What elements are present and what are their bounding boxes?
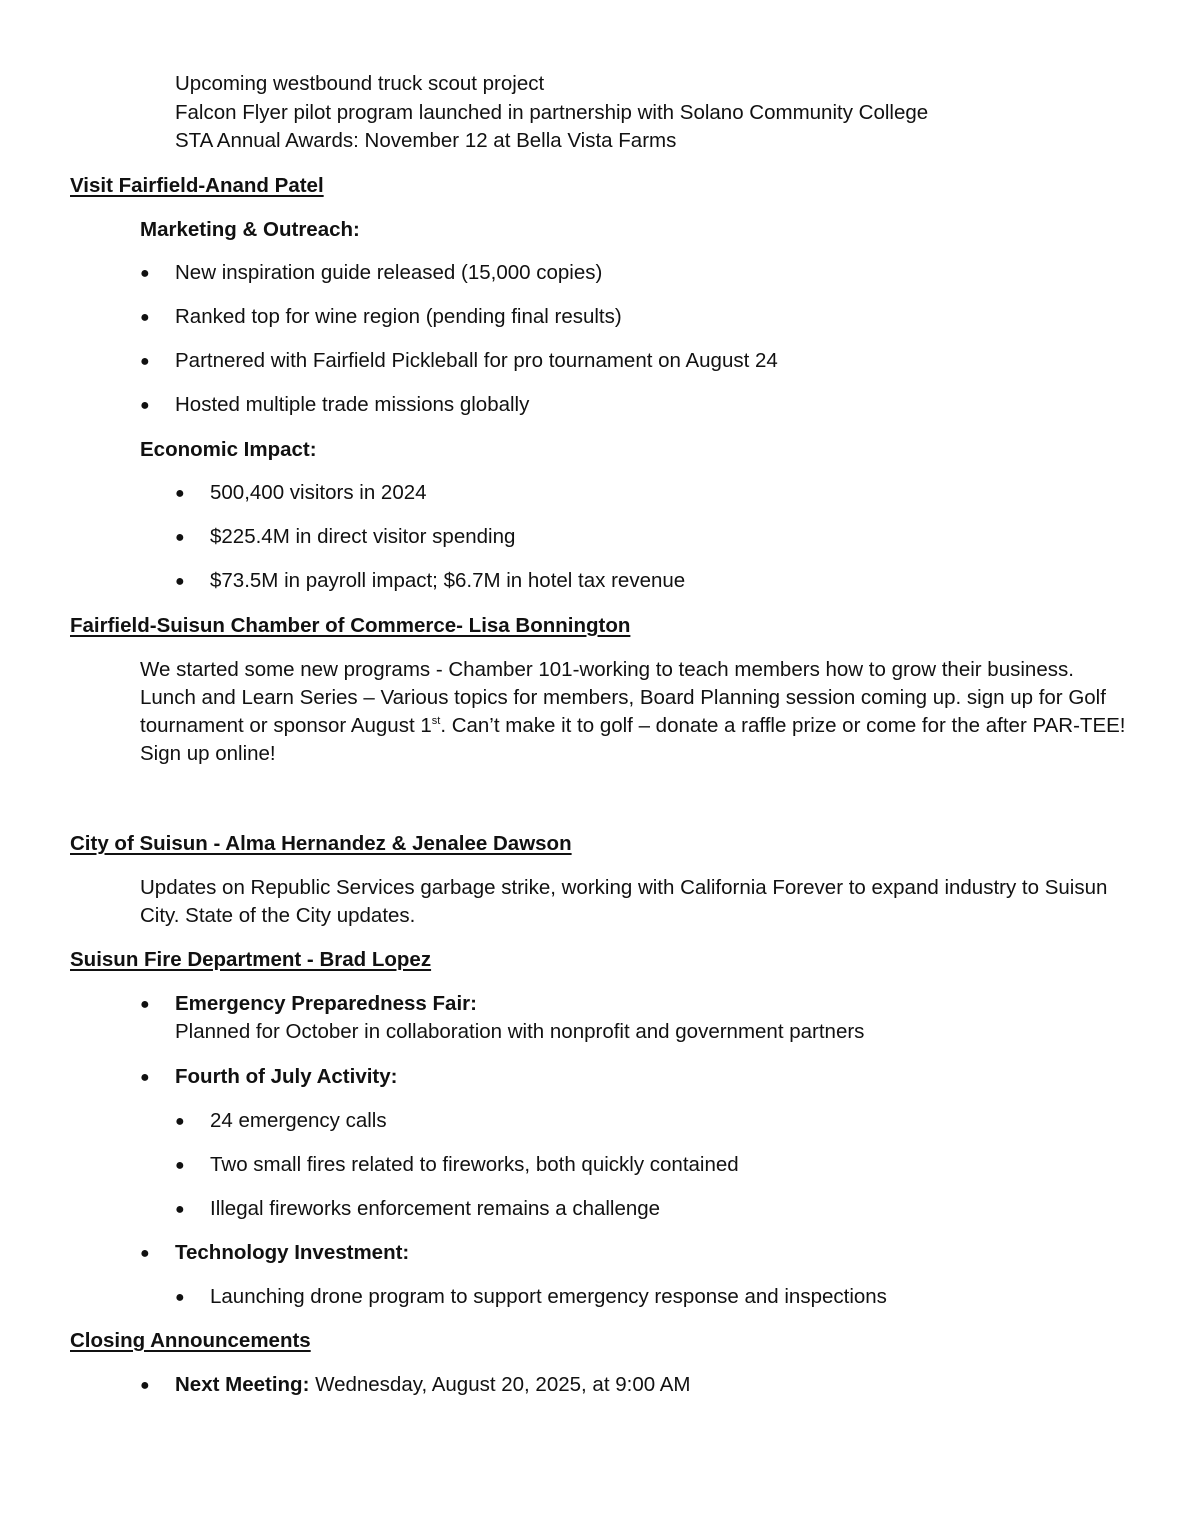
next-meeting-label: Next Meeting: [175, 1373, 310, 1396]
bullet-icon: ● [140, 1069, 150, 1086]
marketing-label: Marketing & Outreach: [140, 218, 360, 241]
prep-fair-label: Emergency Preparedness Fair: [175, 992, 477, 1015]
list-item: New inspiration guide released (15,000 copies) [175, 261, 603, 284]
bullet-icon: ● [175, 1113, 185, 1130]
visit-fairfield-heading: Visit Fairfield-Anand Patel [70, 174, 324, 197]
chamber-heading: Fairfield-Suisun Chamber of Commerce- Lisa Bonnington [70, 614, 631, 637]
bullet-icon: ● [140, 265, 150, 282]
intro-line: Falcon Flyer pilot program launched in partnership with Solano Community College [175, 101, 929, 124]
bullet-icon: ● [140, 353, 150, 370]
list-item: Launching drone program to support emergency response and inspections [210, 1285, 887, 1308]
list-item: Hosted multiple trade missions globally [175, 393, 530, 416]
list-item: $225.4M in direct visitor spending [210, 525, 516, 548]
economic-label: Economic Impact: [140, 438, 317, 461]
list-item: Ranked top for wine region (pending final results) [175, 305, 622, 328]
list-item: $73.5M in payroll impact; $6.7M in hotel tax revenue [210, 569, 686, 592]
intro-line: Upcoming westbound truck scout project [175, 72, 545, 95]
intro-line: STA Annual Awards: November 12 at Bella Vista Farms [175, 129, 677, 152]
list-item: 24 emergency calls [210, 1109, 387, 1132]
bullet-icon: ● [140, 397, 150, 414]
next-meeting [175, 1371, 690, 1399]
chamber-text-2: . Can’t make it to golf – donate a raffle prize or come for the after PAR-TEE! Sign up online! [140, 714, 1126, 765]
bullet-icon: ● [140, 996, 150, 1013]
suisun-city-heading: City of Suisun - Alma Hernandez & Jenalee Dawson [70, 832, 572, 855]
july-label: Fourth of July Activity: [175, 1065, 398, 1088]
bullet-icon: ● [175, 529, 185, 546]
bullet-icon: ● [140, 1245, 150, 1262]
chamber-sup: st [431, 715, 441, 728]
bullet-icon: ● [140, 309, 150, 326]
suisun-city-paragraph: Updates on Republic Services garbage strike, working with California Forever to expand industry to Suisun City. State of the City updates. [140, 876, 1108, 927]
list-item: Illegal fireworks enforcement remains a challenge [210, 1197, 661, 1220]
next-meeting-value: Wednesday, August 20, 2025, at 9:00 AM [309, 1373, 691, 1396]
bullet-icon: ● [140, 1377, 150, 1394]
list-item: Two small fires related to fireworks, both quickly contained [210, 1153, 739, 1176]
bullet-icon: ● [175, 573, 185, 590]
chamber-text-1: We started some new programs - Chamber 101-working to teach members how to grow their business. Lunch and Learn Series – Various topics for members, Board Planning session coming up. sign up for Golf tournament or sponsor August 1 [140, 658, 1106, 737]
bullet-icon: ● [175, 485, 185, 502]
prep-fair-text: Planned for October in collaboration with nonprofit and government partners [175, 1020, 865, 1043]
bullet-icon: ● [175, 1157, 185, 1174]
chamber-paragraph [140, 656, 1130, 768]
closing-heading: Closing Announcements [70, 1329, 311, 1352]
bullet-icon: ● [175, 1289, 185, 1306]
list-item: Partnered with Fairfield Pickleball for pro tournament on August 24 [175, 349, 778, 372]
list-item: 500,400 visitors in 2024 [210, 481, 427, 504]
tech-label: Technology Investment: [175, 1241, 410, 1264]
fire-dept-heading: Suisun Fire Department - Brad Lopez [70, 948, 432, 971]
bullet-icon: ● [175, 1201, 185, 1218]
